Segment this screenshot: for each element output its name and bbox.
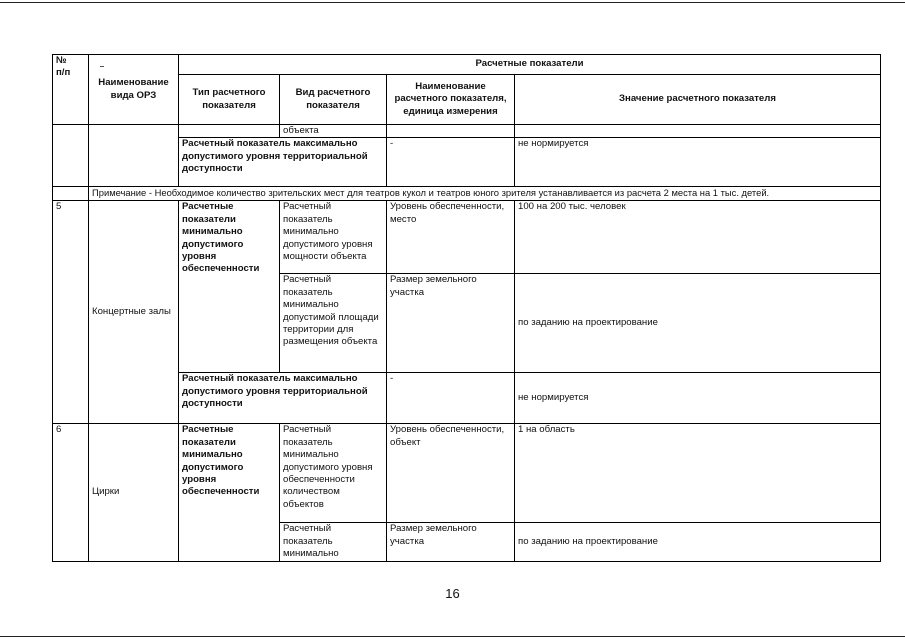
cont-unit [387,125,515,138]
circus-value2: по заданию на проектирование [515,523,881,561]
circus-unit2: Размер земельного участка [387,523,515,561]
scan-edge-top [0,2,905,3]
concert-value2: по заданию на проектирование [515,274,881,373]
standards-table [52,54,881,562]
concert-name: Концертные залы [89,201,179,424]
concert-kind2: Расчетный показатель минимально допустимой площади территории для размещения объекта [280,274,387,373]
header-name: Наименование вида ОРЗ [89,55,179,125]
circus-unit1: Уровень обеспеченности, объект [387,424,515,523]
concert-num: 5 [53,201,89,424]
cont-kind: объекта [280,125,387,138]
header-unit: Наименование расчетного показателя, единица измерения [387,75,515,125]
header-kind: Вид расчетного показателя [280,75,387,125]
header-value: Значение расчетного показателя [515,75,881,125]
concert-unit3: - [387,373,515,424]
circus-kind1: Расчетный показатель минимально допустимого уровня обеспеченности количеством объектов [280,424,387,523]
concert-kind1: Расчетный показатель минимально допустимого уровня мощности объекта [280,201,387,274]
page-number: 16 [445,586,460,601]
circus-name: Цирки [89,424,179,561]
cont-value [515,125,881,138]
scan-edge-bottom [0,636,905,637]
circus-value1: 1 на область [515,424,881,523]
note-num [53,187,89,201]
concert-type3: Расчетный показатель максимально допустимого уровня территориальной доступности [179,373,387,424]
concert-type: Расчетные показатели минимально допустимого уровня обеспеченности [179,201,280,373]
max-access-type: Расчетный показатель максимально допустимого уровня территориальной доступности [179,138,387,187]
concert-unit1: Уровень обеспеченности, место [387,201,515,274]
concert-unit2: Размер земельного участка [387,274,515,373]
cont-name [89,125,179,187]
cont-num [53,125,89,187]
concert-value1: 100 на 200 тыс. человек [515,201,881,274]
header-num: № п/п [53,55,89,125]
max-access-value: не нормируется [515,138,881,187]
circus-kind2: Расчетный показатель минимально [280,523,387,561]
max-access-unit: - [387,138,515,187]
circus-num: 6 [53,424,89,561]
note-text: Примечание - Необходимое количество зрительских мест для театров кукол и театров юного зрителя устанавливается из расчета 2 места на 1 тыс. детей. [89,187,881,201]
cont-type [179,125,280,138]
header-group: Расчетные показатели [179,55,881,75]
circus-type: Расчетные показатели минимально допустимого уровня обеспеченности [179,424,280,561]
header-type: Тип расчетного показателя [179,75,280,125]
concert-value3: не нормируется [515,373,881,424]
